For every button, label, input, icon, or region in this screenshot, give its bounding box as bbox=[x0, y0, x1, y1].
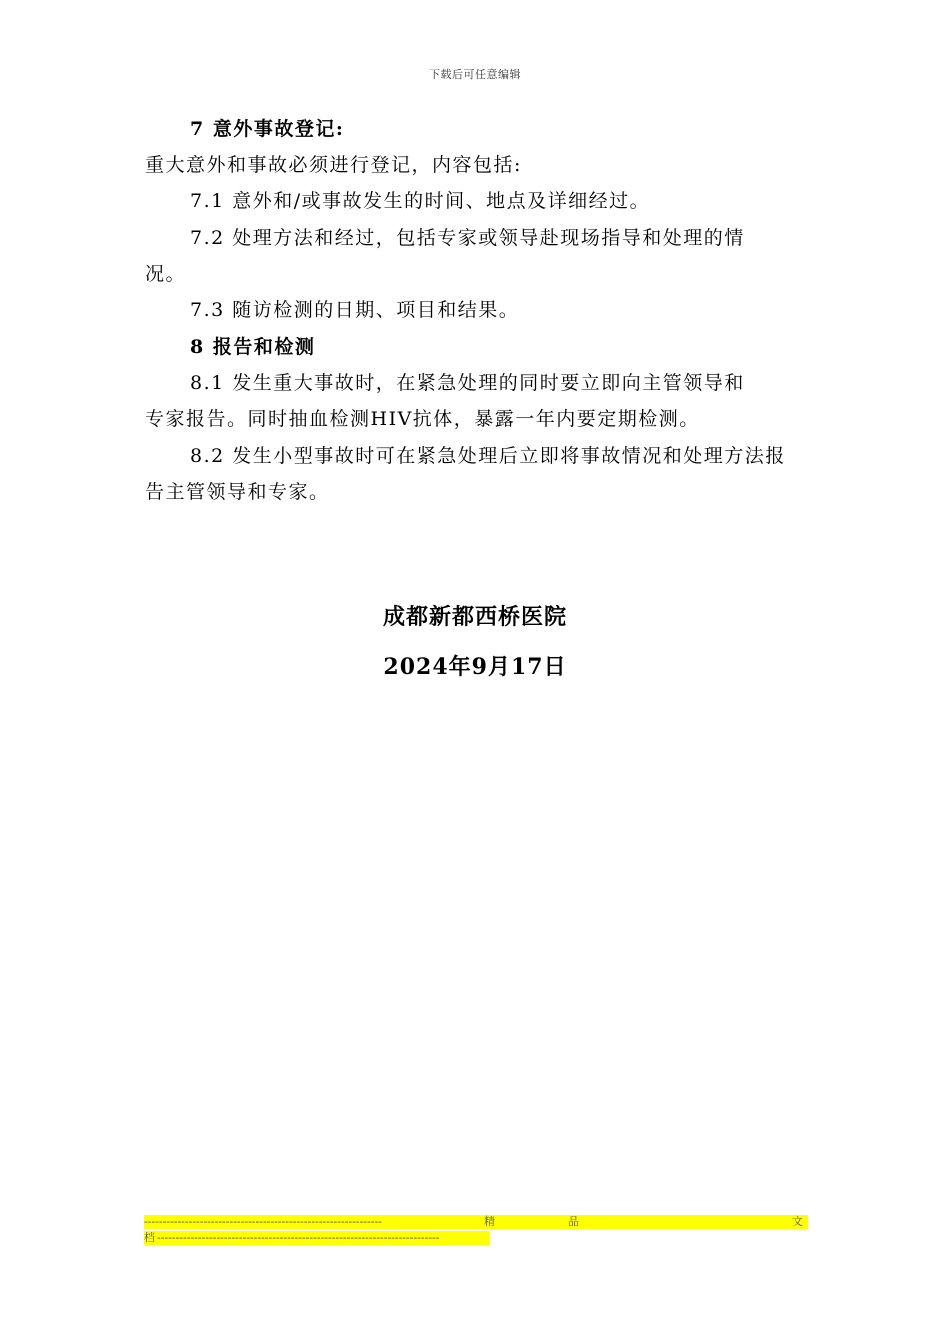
footer-char-pin: 品 bbox=[568, 1215, 579, 1228]
section-8-heading: 8 报告和检测 bbox=[190, 336, 316, 358]
header-note: 下载后可任意编辑 bbox=[429, 68, 521, 81]
footer-line-2 bbox=[144, 1231, 489, 1245]
section-8-item-1-line-2: 专家报告。同时抽血检测HIV抗体，暴露一年内要定期检测。 bbox=[145, 408, 700, 430]
footer-char-wen: 文 bbox=[792, 1215, 803, 1228]
footer-dashes-left: ---------------------------------------------------------------- bbox=[144, 1215, 382, 1228]
section-7-item-1: 7.1 意外和/或事故发生的时间、地点及详细经过。 bbox=[190, 190, 651, 212]
section-7-item-2-line-2: 况。 bbox=[145, 263, 187, 285]
section-8-item-1-line-1: 8.1 发生重大事故时，在紧急处理的同时要立即向主管领导和 bbox=[190, 372, 745, 394]
section-7-intro: 重大意外和事故必须进行登记，内容包括: bbox=[145, 154, 522, 176]
section-7-item-2-line-1: 7.2 处理方法和经过，包括专家或领导赴现场指导和处理的情 bbox=[190, 227, 745, 249]
footer-char-dang: 档 bbox=[144, 1231, 155, 1244]
section-7-heading: 7 意外事故登记: bbox=[190, 118, 345, 140]
section-8-item-2-line-1: 8.2 发生小型事故时可在紧急处理后立即将事故情况和处理方法报 bbox=[190, 445, 786, 467]
section-8-item-2-line-2: 告主管领导和专家。 bbox=[145, 481, 330, 503]
section-7-item-3: 7.3 随访检测的日期、项目和结果。 bbox=[190, 299, 520, 321]
signature-org: 成都新都西桥医院 bbox=[382, 604, 567, 630]
footer-line-1 bbox=[144, 1215, 808, 1229]
footer-char-jing: 精 bbox=[484, 1215, 495, 1228]
signature-date: 2024年9月17日 bbox=[383, 654, 567, 680]
footer-dashes-bottom: ---------------------------------------------------------------------------- bbox=[157, 1231, 440, 1244]
